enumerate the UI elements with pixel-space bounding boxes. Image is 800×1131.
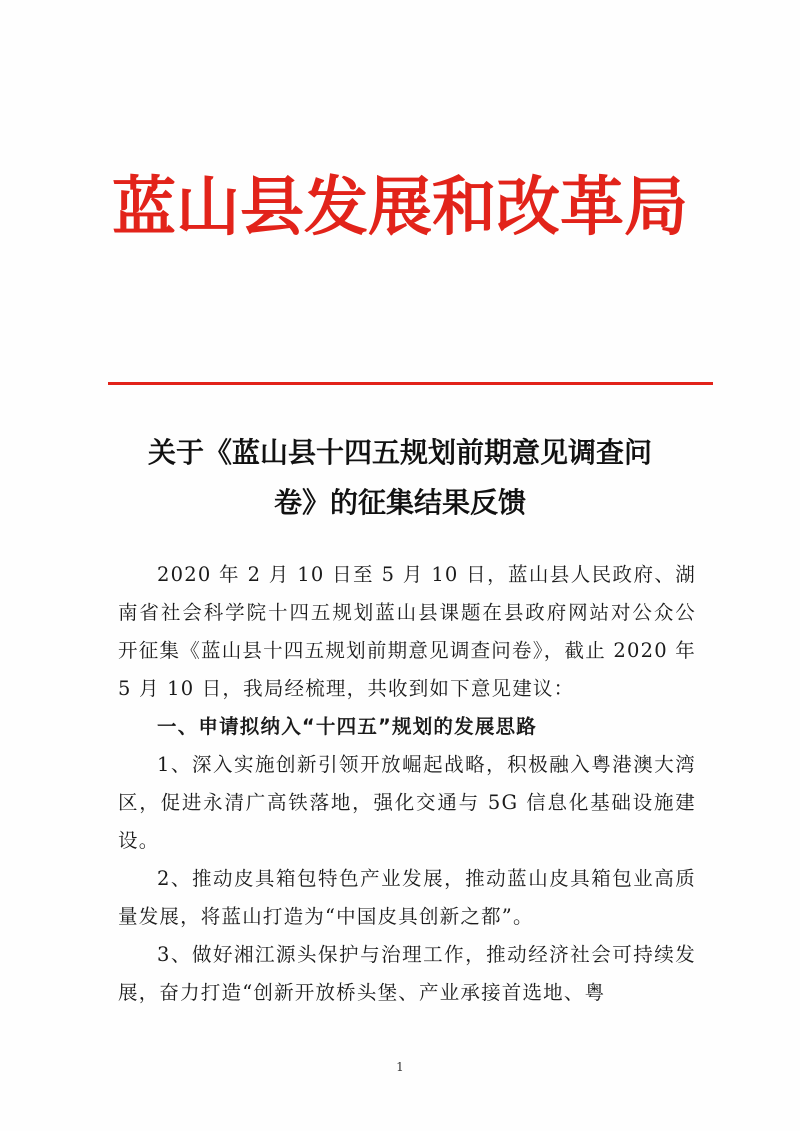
document-title-line-2: 卷》的征集结果反馈 bbox=[273, 486, 526, 519]
document-title-line-1: 关于《蓝山县十四五规划前期意见调查问 bbox=[147, 436, 652, 469]
list-item-3: 3、做好湘江源头保护与治理工作，推动经济社会可持续发展，奋力打造“创新开放桥头堡、产业承接首选地、粤 bbox=[118, 943, 696, 1004]
letterhead-title: 蓝山县发展和改革局 bbox=[112, 171, 688, 245]
list-item-1: 1、深入实施创新引领开放崛起战略，积极融入粤港澳大湾区，促进永清广高铁落地，强化交通与 5G 信息化基础设施建设。 bbox=[118, 753, 696, 852]
intro-paragraph: 2020 年 2 月 10 日至 5 月 10 日，蓝山县人民政府、湖南省社会科学院十四五规划蓝山县课题在县政府网站对公众公开征集《蓝山县十四五规划前期意见调查问卷》，截止 2020 年 5 月 10 日，我局经梳理，共收到如下意见建议： bbox=[118, 563, 696, 700]
document-body bbox=[118, 556, 696, 1012]
page-number: 1 bbox=[396, 1060, 404, 1074]
letterhead-red-rule bbox=[108, 382, 713, 385]
document-title bbox=[118, 428, 682, 528]
section-heading-1: 一、申请拟纳入“十四五”规划的发展思路 bbox=[157, 715, 537, 738]
list-item-2: 2、推动皮具箱包特色产业发展，推动蓝山皮具箱包业高质量发展，将蓝山打造为“中国皮具创新之都”。 bbox=[118, 867, 696, 928]
